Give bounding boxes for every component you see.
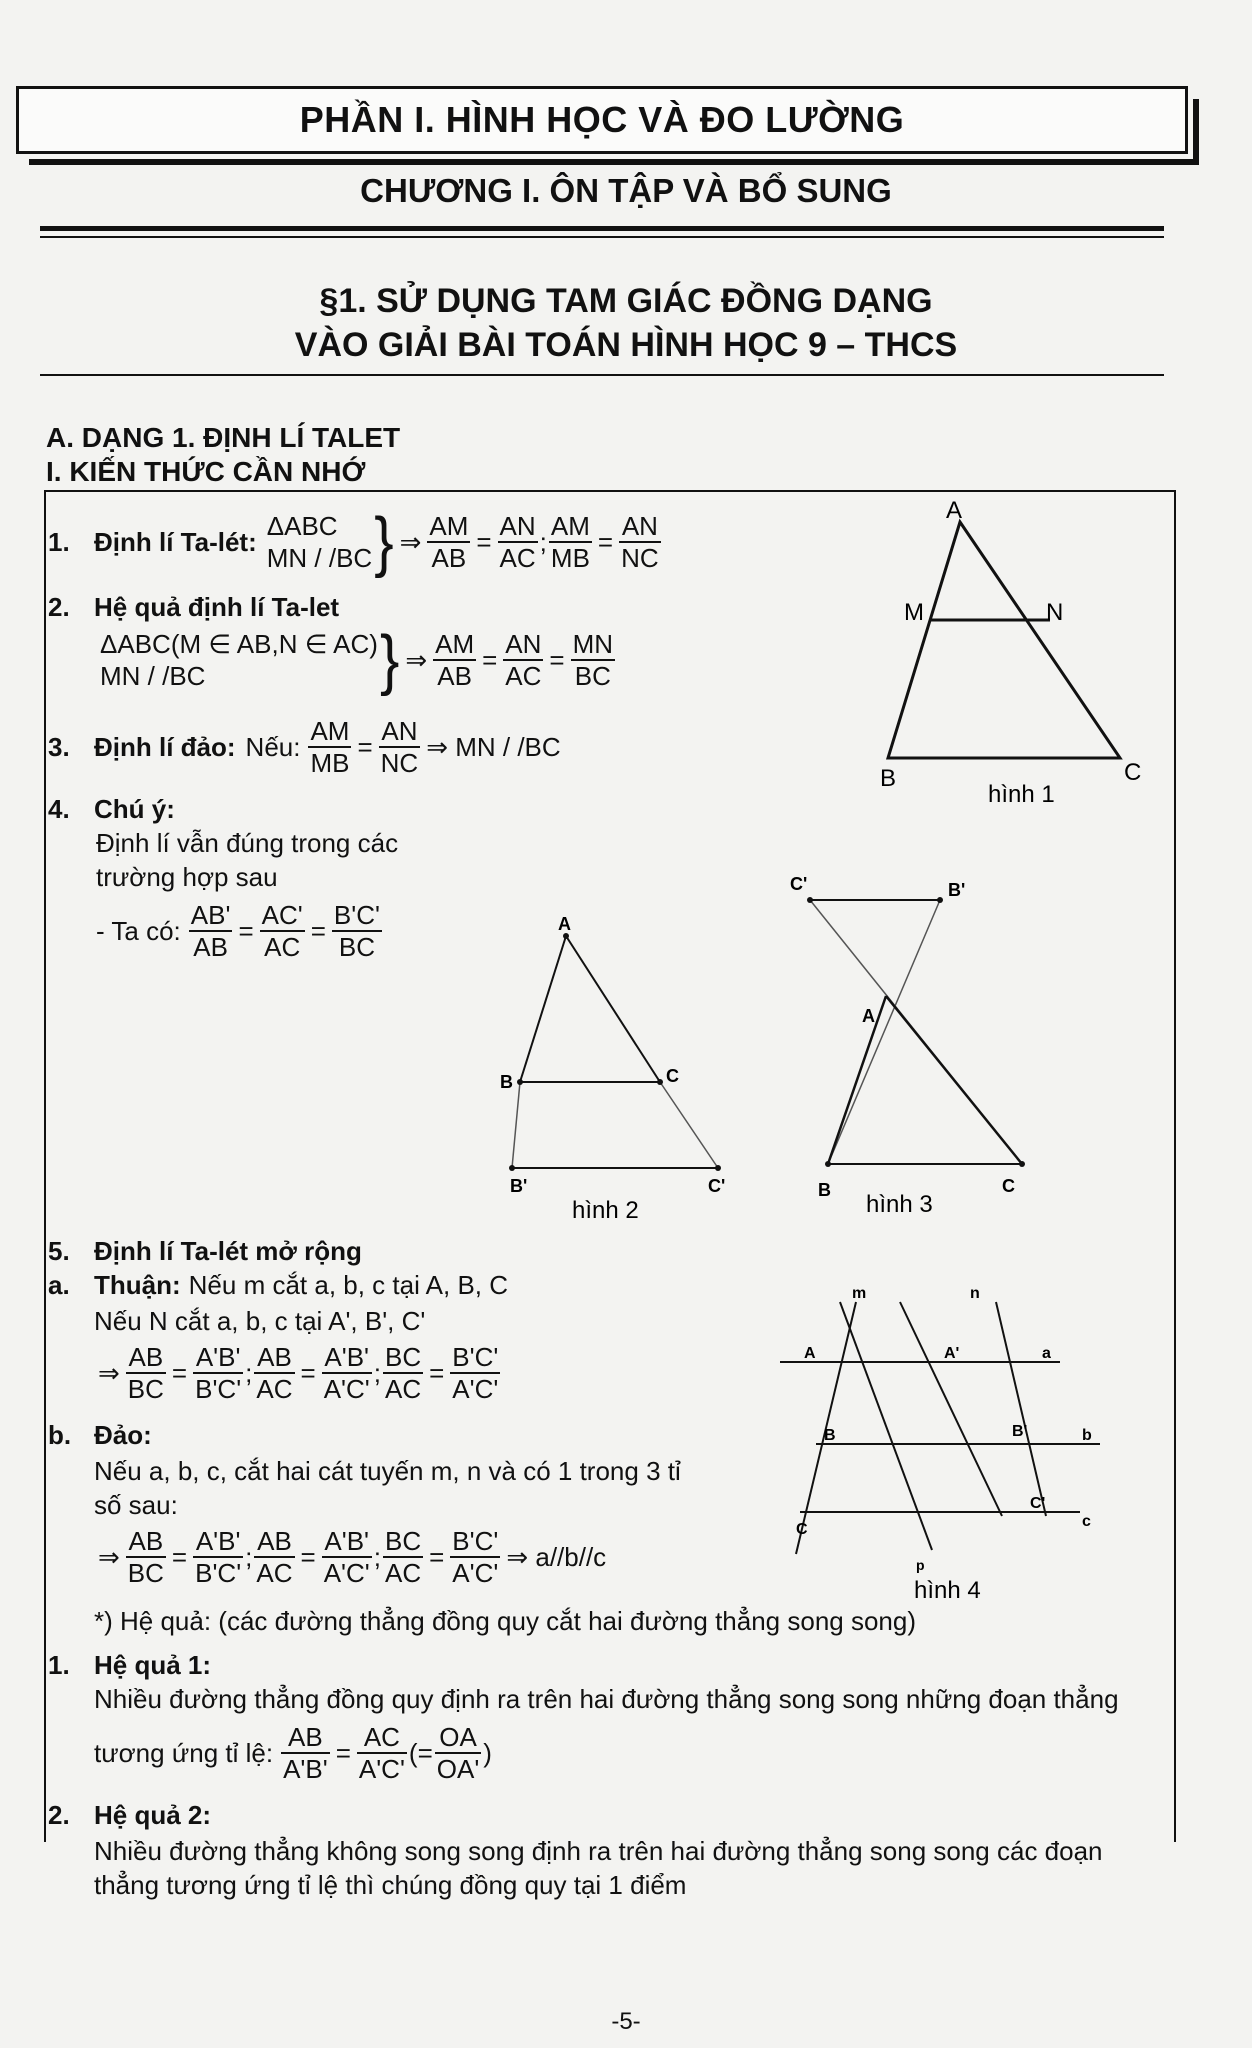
item4-prefix: - Ta có: xyxy=(96,915,181,946)
item2-header xyxy=(48,592,339,623)
item5-a-ratios xyxy=(94,1342,502,1404)
figure-1-caption: hình 1 xyxy=(988,781,1055,808)
fraction xyxy=(281,1722,330,1784)
numerator: AN xyxy=(499,511,536,541)
item3-text: Nếu: xyxy=(245,731,301,762)
label-p: p xyxy=(916,1557,925,1573)
label-m: M xyxy=(904,599,924,626)
numerator: AB' xyxy=(190,900,231,930)
hq2-label: Hệ quả 2: xyxy=(94,1800,212,1830)
part-title: PHẦN I. HÌNH HỌC VÀ ĐO LƯỜNG xyxy=(299,99,905,140)
figure-1 xyxy=(880,496,1170,816)
item5-b-row xyxy=(48,1420,152,1451)
fraction xyxy=(435,1722,482,1784)
fraction xyxy=(383,1342,423,1404)
numerator: AN xyxy=(619,511,661,543)
denominator: B'C' xyxy=(195,1374,242,1404)
item1-cond1: ΔABC xyxy=(266,511,338,541)
item3-row xyxy=(48,716,565,778)
fraction xyxy=(503,629,543,691)
separator: ; xyxy=(373,1357,381,1388)
corollary-note: *) Hệ quả: (các đường thẳng đồng quy cắt hai đường thẳng song song) xyxy=(94,1606,916,1636)
triangle-abc xyxy=(888,522,1120,758)
item3-label: Định lí đảo: xyxy=(94,731,236,762)
label-n: n xyxy=(970,1285,980,1302)
fraction xyxy=(260,900,305,962)
numerator: MN xyxy=(572,629,614,659)
denominator: BC xyxy=(127,1558,164,1588)
label-b1: B' xyxy=(948,880,966,900)
denominator: AC xyxy=(256,1374,293,1404)
denominator: A'C' xyxy=(323,1558,370,1588)
separator: ; xyxy=(245,1541,253,1572)
item5-b-bold: Đảo: xyxy=(94,1420,152,1450)
fraction xyxy=(549,511,592,573)
item2-conditions xyxy=(100,628,378,692)
fraction xyxy=(433,629,476,691)
label-c: C xyxy=(1124,759,1142,786)
fraction xyxy=(322,1526,372,1588)
denominator: AC xyxy=(264,932,301,962)
item2-row xyxy=(100,622,617,697)
label-c: C xyxy=(666,1066,679,1086)
fraction xyxy=(619,511,661,573)
numerator: BC xyxy=(384,1526,422,1556)
label-b: B xyxy=(818,1180,831,1200)
chapter-title: CHƯƠNG I. ÔN TẬP VÀ BỔ SUNG xyxy=(360,172,892,209)
figure-2-caption: hình 2 xyxy=(572,1197,639,1224)
denominator: A'C' xyxy=(452,1374,499,1404)
figure-3 xyxy=(780,866,1080,1226)
item5-b-ratios xyxy=(94,1526,610,1588)
denominator: NC xyxy=(621,543,659,573)
implies-symbol: ⇒ xyxy=(399,526,422,557)
item1-num: 1. xyxy=(48,526,70,557)
separator: ; xyxy=(373,1541,381,1572)
label-m: m xyxy=(852,1285,867,1302)
figure-3-caption: hình 3 xyxy=(866,1191,933,1218)
fraction xyxy=(332,900,382,962)
label-a-point: A xyxy=(804,1345,816,1362)
equals-symbol: = xyxy=(310,915,326,946)
item5-num: 5. xyxy=(48,1236,70,1266)
point-b xyxy=(517,1079,523,1085)
line-n xyxy=(996,1302,1046,1516)
numerator: A'B' xyxy=(193,1526,243,1558)
section-rule xyxy=(40,374,1164,376)
line-b1b xyxy=(828,900,940,1164)
item2-num: 2. xyxy=(48,592,70,622)
label-b1: B' xyxy=(510,1176,528,1196)
numerator: AB xyxy=(254,1526,294,1558)
numerator: AC xyxy=(357,1722,407,1754)
chapter-rule-thick xyxy=(40,226,1164,231)
item4-num: 4. xyxy=(48,794,70,824)
equals-symbol: = xyxy=(300,1357,316,1388)
item2-cond1: ΔABC(M ∈ AB,N ∈ AC) xyxy=(100,629,378,659)
fraction xyxy=(450,1342,500,1404)
label-c-line: c xyxy=(1082,1513,1091,1530)
numerator: AM xyxy=(310,716,350,746)
label-c: C xyxy=(1002,1176,1015,1196)
numerator: AN xyxy=(505,629,542,659)
fraction xyxy=(427,511,470,573)
line-n-cross xyxy=(900,1302,1002,1516)
item5-a-label: a. xyxy=(48,1270,70,1300)
numerator: BC xyxy=(384,1342,422,1372)
label-a: A xyxy=(946,497,963,524)
fraction xyxy=(357,1722,407,1784)
item1-row xyxy=(48,504,663,579)
label-c1: C' xyxy=(708,1176,726,1196)
denominator: AB xyxy=(193,932,228,962)
hq1-line1: Nhiều đường thẳng đồng quy định ra trên hai đường thẳng song song những đoạn thẳng xyxy=(94,1684,1119,1714)
hq2-header xyxy=(48,1800,211,1831)
equals-symbol: = xyxy=(171,1541,188,1572)
segment-ac xyxy=(886,996,1022,1164)
numerator: AM xyxy=(435,629,475,659)
denominator: AC xyxy=(384,1558,422,1588)
item3-num: 3. xyxy=(48,731,70,762)
denominator: BC xyxy=(127,1374,164,1404)
item2-cond2: MN / /BC xyxy=(100,661,206,691)
equals-symbol: = xyxy=(549,644,565,675)
item1-label: Định lí Ta-lét: xyxy=(94,526,257,557)
label-b: B xyxy=(500,1072,513,1092)
figure-2 xyxy=(500,906,760,1226)
fraction xyxy=(383,1526,423,1588)
numerator: AC' xyxy=(261,900,303,930)
label-c1: C' xyxy=(790,874,808,894)
implies-symbol: ⇒ xyxy=(98,1357,120,1388)
equals-symbol: = xyxy=(335,1737,351,1768)
fraction xyxy=(308,716,351,778)
hq2-line1: Nhiều đường thẳng không song song định ra trên hai đường thẳng song song các đoạn xyxy=(94,1836,1103,1866)
numerator: AB xyxy=(126,1526,166,1558)
numerator: B'C' xyxy=(333,900,380,930)
separator: ; xyxy=(245,1357,253,1388)
equals-symbol: = xyxy=(171,1357,188,1388)
numerator: AM xyxy=(550,511,590,541)
page-number: -5- xyxy=(611,2008,641,2035)
denominator: A'C' xyxy=(358,1754,405,1784)
fraction xyxy=(193,1342,243,1404)
item1-conditions xyxy=(267,510,372,574)
fraction xyxy=(126,1342,166,1404)
label-c1-point: C' xyxy=(1030,1495,1046,1512)
fraction xyxy=(379,716,421,778)
right-brace: } xyxy=(379,622,400,697)
numerator: B'C' xyxy=(452,1342,499,1372)
item5-a-text: Nếu m cắt a, b, c tại A, B, C xyxy=(188,1270,509,1300)
equals-symbol: = xyxy=(482,644,498,675)
implies-symbol: ⇒ xyxy=(405,644,428,675)
section-title-line2: VÀO GIẢI BÀI TOÁN HÌNH HỌC 9 – THCS xyxy=(294,326,958,364)
extension-bb1 xyxy=(512,1082,520,1168)
equals-symbol: = xyxy=(429,1541,445,1572)
close-paren: ) xyxy=(483,1737,492,1768)
label-b: B xyxy=(880,765,897,792)
item5-b-line2: số sau: xyxy=(94,1490,178,1520)
label-c-point: C xyxy=(796,1521,808,1538)
numerator: AB xyxy=(281,1722,330,1754)
item4-header xyxy=(48,794,175,825)
numerator: AM xyxy=(429,511,469,541)
denominator: AC xyxy=(384,1374,422,1404)
label-b-line: b xyxy=(1082,1427,1092,1444)
denominator: NC xyxy=(380,748,419,778)
denominator: BC xyxy=(338,932,375,962)
heading-a: A. DẠNG 1. ĐỊNH LÍ TALET xyxy=(46,422,401,453)
item4-label: Chú ý: xyxy=(94,794,175,824)
denominator: B'C' xyxy=(195,1558,242,1588)
item5-a-row xyxy=(48,1270,508,1301)
numerator: A'B' xyxy=(193,1342,243,1374)
point-b xyxy=(825,1161,831,1167)
denominator: BC xyxy=(574,661,611,691)
figure-4 xyxy=(780,1280,1130,1620)
segment-ab xyxy=(520,936,566,1082)
hq1-prefix: tương ứng tỉ lệ: xyxy=(94,1737,274,1768)
numerator: AB xyxy=(254,1342,294,1374)
denominator: AC xyxy=(499,543,536,573)
fraction xyxy=(254,1342,294,1404)
equals-symbol: = xyxy=(357,731,373,762)
chapter-rule-thin xyxy=(40,236,1164,238)
label-b-point: B xyxy=(824,1427,836,1444)
hq1-header xyxy=(48,1650,211,1681)
numerator: A'B' xyxy=(322,1342,372,1374)
equals-symbol: = xyxy=(476,526,492,557)
label-a: A xyxy=(862,1006,875,1026)
item4-line2: trường hợp sau xyxy=(96,862,278,892)
item5-label: Định lí Ta-lét mở rộng xyxy=(94,1236,362,1266)
label-b1-point: B' xyxy=(1012,1423,1028,1440)
point-c xyxy=(657,1079,663,1085)
fraction xyxy=(189,900,233,962)
hq2-num: 2. xyxy=(48,1800,70,1830)
hq1-num: 1. xyxy=(48,1650,70,1680)
item1-cond2: MN / /BC xyxy=(266,543,373,573)
label-a: A xyxy=(558,914,571,934)
fraction xyxy=(450,1526,500,1588)
extension-cc1 xyxy=(660,1082,718,1168)
separator: ; xyxy=(539,526,547,557)
implies-symbol: ⇒ xyxy=(98,1541,120,1572)
item2-label: Hệ quả định lí Ta-let xyxy=(94,592,340,622)
fraction xyxy=(322,1342,372,1404)
fraction xyxy=(498,511,538,573)
figure-4-caption: hình 4 xyxy=(914,1577,981,1604)
point-c1 xyxy=(807,897,813,903)
section-title-line1: §1. SỬ DỤNG TAM GIÁC ĐỒNG DẠNG xyxy=(319,282,933,320)
item5-b-result: ⇒ a//b//c xyxy=(506,1541,607,1572)
hq2-line2: thẳng tương ứng tỉ lệ thì chúng đồng quy tại 1 điểm xyxy=(94,1870,687,1900)
item4-row xyxy=(96,900,384,962)
item5-a-line2: Nếu N cắt a, b, c tại A', B', C' xyxy=(94,1306,426,1336)
denominator: AB xyxy=(437,661,472,691)
point-b1 xyxy=(509,1165,515,1171)
item5-b-line1: Nếu a, b, c, cắt hai cát tuyến m, n và có 1 trong 3 tỉ xyxy=(94,1456,681,1486)
numerator: B'C' xyxy=(452,1526,499,1556)
numerator: AN xyxy=(379,716,421,748)
label-a1-point: A' xyxy=(944,1345,960,1362)
denominator: MB xyxy=(550,543,590,573)
right-brace: } xyxy=(374,504,394,579)
part-title-box xyxy=(16,86,1188,154)
hq1-label: Hệ quả 1: xyxy=(94,1650,212,1680)
item5-a-bold: Thuận: xyxy=(94,1270,181,1300)
fraction xyxy=(254,1526,294,1588)
denominator: A'C' xyxy=(323,1374,370,1404)
label-n: N xyxy=(1046,599,1064,626)
segment-ab xyxy=(828,996,886,1164)
denominator: OA' xyxy=(436,1754,480,1784)
point-b1 xyxy=(937,897,943,903)
open-paren: (= xyxy=(408,1737,433,1768)
label-a-line: a xyxy=(1042,1345,1051,1362)
numerator: OA xyxy=(435,1722,482,1754)
fraction xyxy=(193,1526,243,1588)
point-c xyxy=(1019,1161,1025,1167)
item4-line1: Định lí vẫn đúng trong các xyxy=(96,828,399,858)
denominator: AB xyxy=(431,543,467,573)
equals-symbol: = xyxy=(238,915,254,946)
item5-b-label: b. xyxy=(48,1420,72,1450)
fraction xyxy=(126,1526,166,1588)
denominator: A'B' xyxy=(283,1754,328,1784)
heading-i: I. KIẾN THỨC CẦN NHỚ xyxy=(46,456,366,487)
equals-symbol: = xyxy=(597,526,614,557)
equals-symbol: = xyxy=(300,1541,316,1572)
hq1-row xyxy=(94,1722,492,1784)
denominator: AC xyxy=(256,1558,293,1588)
denominator: A'C' xyxy=(452,1558,499,1588)
denominator: AC xyxy=(505,661,542,691)
fraction xyxy=(571,629,615,691)
item5-header xyxy=(48,1236,362,1267)
denominator: MB xyxy=(310,748,350,778)
numerator: AB xyxy=(126,1342,166,1374)
point-c1 xyxy=(715,1165,721,1171)
numerator: A'B' xyxy=(322,1526,372,1558)
item3-result: ⇒ MN / /BC xyxy=(426,731,561,762)
segment-ac xyxy=(566,936,660,1082)
equals-symbol: = xyxy=(429,1357,445,1388)
